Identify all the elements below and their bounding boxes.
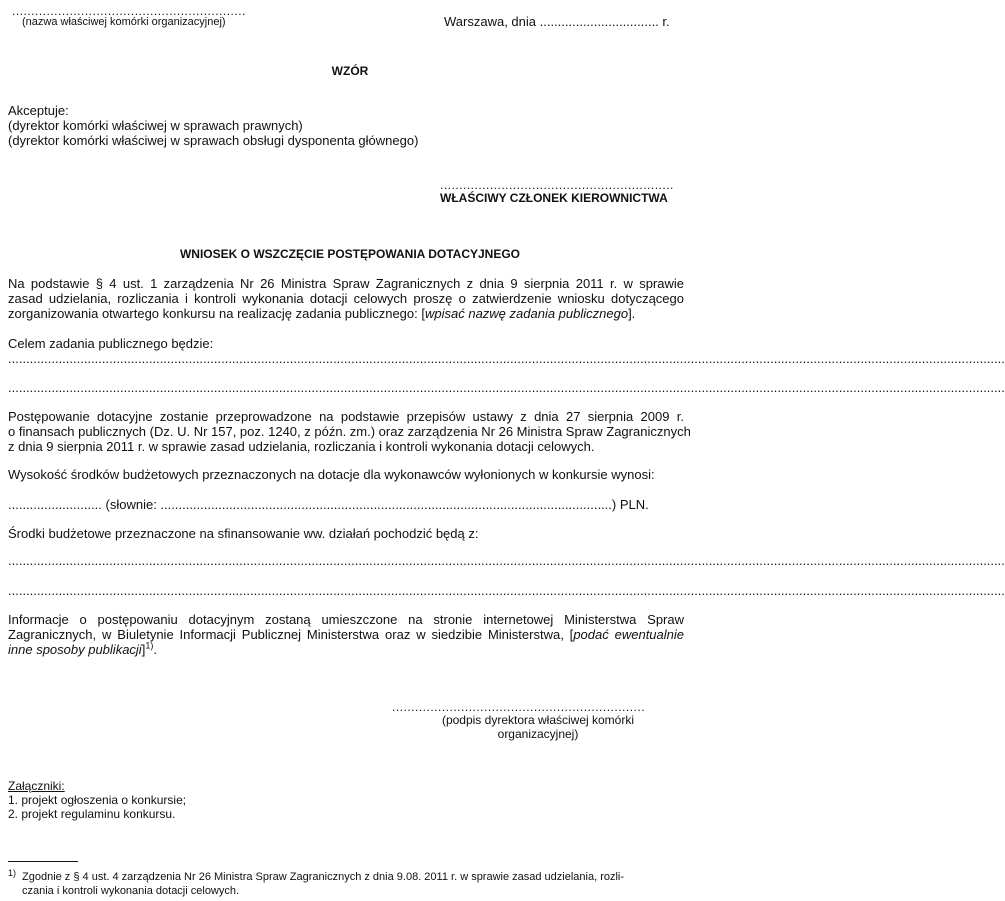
- attachments-label: Załączniki:: [8, 779, 65, 793]
- publication-paragraph: [8, 612, 684, 657]
- intro-paragraph: [8, 276, 684, 321]
- goal-dots-line-1: ....................................................................................................................................................................................................................................................................................: [8, 351, 1005, 366]
- amount-line: .......................... (słownie: .............................................................................................................................) PLN.: [8, 497, 649, 512]
- funding-dots-line-1: ....................................................................................................................................................................................................................................................................................: [8, 553, 1005, 568]
- intro-line-3-start: zorganizowania otwartego konkursu na realizację zadania publicznego: [: [8, 306, 425, 321]
- director-signature-caption-2: organizacyjnej): [497, 727, 579, 741]
- accept-line-dispatcher: (dyrektor komórki właściwej w sprawach obsługi dysponenta głównego): [8, 133, 419, 148]
- director-signature-dots: ..................................................................: [392, 700, 646, 714]
- org-name-dots: .............................................................: [12, 4, 246, 18]
- org-name-caption: (nazwa właściwej komórki organizacyjnej): [22, 16, 226, 28]
- city-date: Warszawa, dnia ................................. r.: [444, 14, 670, 29]
- footnote-separator: [8, 861, 78, 862]
- intro-line-3-end: ].: [628, 306, 636, 321]
- amount-label: Wysokość środków budżetowych przeznaczonych na dotacje dla wykonawców wyłonionych w konkursie wynosi:: [8, 467, 655, 482]
- attachment-item-2: 2. projekt regulaminu konkursu.: [8, 807, 176, 821]
- intro-line-2: zasad udzielania, rozliczania i kontroli wykonania dotacji celowych proszę o zatwierdzenie wniosku dotyczącego: [8, 291, 684, 306]
- publication-line-3-tail: .: [153, 642, 157, 657]
- footnote-line-1: Zgodnie z § 4 ust. 4 zarządzenia Nr 26 Ministra Spraw Zagranicznych z dnia 9.08. 2011 r. w sprawie zasad udzielania, rozli-: [22, 871, 625, 883]
- goal-label: Celem zadania publicznego będzie:: [8, 336, 214, 351]
- main-title: WNIOSEK O WSZCZĘCIE POSTĘPOWANIA DOTACYJNEGO: [179, 247, 521, 261]
- intro-line-1: Na podstawie § 4 ust. 1 zarządzenia Nr 26 Ministra Spraw Zagranicznych z dnia 9 sierpnia 2011 r. w sprawie: [8, 276, 684, 291]
- publication-methods-placeholder-2: inne sposoby publikacji: [8, 642, 142, 657]
- publication-line-2-text: Zagranicznych, w Biuletynie Informacji Publicznej Ministerstwa oraz w siedzibie Ministerstwa, [: [8, 627, 574, 642]
- legal-basis-line-3: z dnia 9 sierpnia 2011 r. w sprawie zasad udzielania, rozliczania i kontroli wykonania dotacji celowych.: [8, 439, 595, 454]
- accept-line-legal: (dyrektor komórki właściwej w sprawach prawnych): [8, 118, 303, 133]
- member-signature-dots: .............................................................: [440, 178, 674, 192]
- funding-source-label: Środki budżetowe przeznaczone na sfinansowanie ww. działań pochodzić będą z:: [8, 526, 479, 541]
- legal-basis-line-2: o finansach publicznych (Dz. U. Nr 157, poz. 1240, z późn. zm.) oraz zarządzenia Nr 26 Ministra Spraw Zagranicznych: [8, 424, 691, 439]
- footnote-line-2: czania i kontroli wykonania dotacji celowych.: [22, 885, 240, 897]
- intro-line-3: [8, 306, 684, 321]
- goal-dots-line-2: ....................................................................................................................................................................................................................................................................................: [8, 380, 1005, 395]
- publication-line-1: Informacje o postępowaniu dotacyjnym zostaną umieszczone na stronie internetowej Ministerstwa Spraw: [8, 612, 684, 627]
- member-label: WŁAŚCIWY CZŁONEK KIEROWNICTWA: [440, 191, 668, 205]
- publication-line-3: [8, 642, 684, 657]
- footnote-marker: 1): [8, 868, 17, 878]
- publication-line-3-end: ]: [141, 642, 146, 657]
- accept-label: Akceptuje:: [8, 103, 69, 118]
- legal-basis-line-1: Postępowanie dotacyjne zostanie przeprowadzone na podstawie przepisów ustawy z dnia 27 sierpnia 2009 r.: [8, 409, 684, 424]
- attachment-item-1: 1. projekt ogłoszenia o konkursie;: [8, 793, 187, 807]
- footnote-reference: 1): [145, 640, 154, 651]
- publication-line-2: [8, 627, 684, 642]
- wzor-heading: WZÓR: [331, 64, 369, 78]
- director-signature-caption-1: (podpis dyrektora właściwej komórki: [441, 713, 635, 727]
- funding-dots-line-2: ....................................................................................................................................................................................................................................................................................: [8, 583, 1005, 598]
- publication-methods-placeholder-1: podać ewentualnie: [573, 627, 685, 642]
- task-name-placeholder: wpisać nazwę zadania publicznego: [424, 306, 629, 321]
- legal-basis-paragraph: [8, 409, 691, 454]
